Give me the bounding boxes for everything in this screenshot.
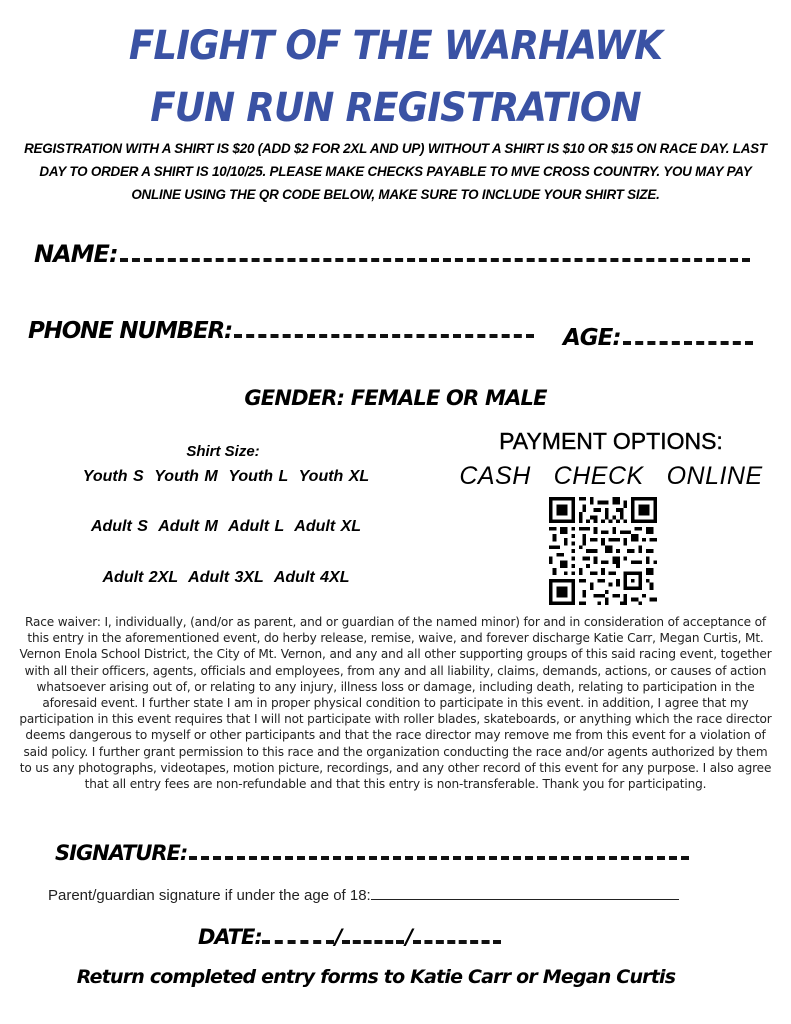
shirt-size-title: Shirt Size: [186, 443, 260, 460]
name-field [34, 242, 750, 266]
phone-field [28, 320, 534, 343]
shirt-sizes-adult-row-1: Adult S Adult M Adult L Adult XL [90, 518, 362, 535]
name-label: NAME: [34, 240, 118, 268]
shirt-sizes-adult-row-2: Adult 2XL Adult 3XL Adult 4XL [102, 569, 350, 586]
date-field [198, 927, 501, 948]
title-line-2: FUN RUN REGISTRATION [150, 85, 641, 131]
date-month-blank[interactable] [262, 940, 334, 944]
race-waiver-text: Race waiver: I, individually, (and/or as parent, and or guardian of the named minor) for and in consideration of acceptance of this entry in the aforementioned event, do herby release, remise, waive, and forever discharge Katie Carr, Megan Curtis, Mt. Vernon Enola School District, the City of Mt. Vernon, and any and all other supporting groups of this said racing event, together with all their officers, agents, officials and employees, from any and all liability, claims, demands, actions, or causes of action whatsoever arising out of, or relating to any injury, illness loss or damage, including death, relating to participation in the aforesaid event. I further state I am in proper physical condition to participate in this event. in addition, I agree that my participation in this event requires that I will not participate with roller blades, skateboards, or anything which the race director deems dangerous to myself or other participants and that the race director may remove me from this event for a violation of said policy. I further grant permission to this race and the organization conducting the race and/or agents authorized by them to us any photographs, videotapes, motion picture, recordings, and any other record of this event for any purpose. I also agree that all entry fees are non-refundable and that this entry is non-transferable. Thank you for participating. [19, 615, 772, 792]
date-separator: / [405, 925, 413, 949]
date-label: DATE: [198, 925, 262, 949]
signature-label: SIGNATURE: [55, 841, 188, 865]
signature-blank-line[interactable] [189, 856, 689, 860]
signature-field [55, 843, 689, 864]
date-year-blank[interactable] [413, 940, 501, 944]
date-separator: / [334, 925, 342, 949]
date-day-blank[interactable] [342, 940, 404, 944]
qr-code-icon[interactable] [549, 497, 657, 605]
parent-signature-field [48, 887, 679, 904]
parent-signature-label: Parent/guardian signature if under the age of 18: [48, 887, 371, 904]
return-instructions: Return completed entry forms to Katie Carr or Megan Curtis [76, 966, 676, 988]
phone-blank-line[interactable] [234, 334, 534, 338]
age-label: AGE: [563, 325, 621, 351]
name-blank-line[interactable] [120, 258, 750, 262]
payment-options-list: CASH CHECK ONLINE [459, 462, 763, 490]
payment-options-title: PAYMENT OPTIONS: [499, 428, 723, 454]
shirt-sizes-youth: Youth S Youth M Youth L Youth XL [82, 468, 370, 485]
title-line-1: FLIGHT OF THE WARHAWK [128, 23, 663, 69]
registration-info: REGISTRATION WITH A SHIRT IS $20 (ADD $2 FOR 2XL AND UP) WITHOUT A SHIRT IS $10 OR $15 ON RACE DAY. LAST DAY TO ORDER A SHIRT IS 10/10/25. PLEASE MAKE CHECKS PAYABLE TO MVE CROSS COUNTRY. YOU MAY PAY ONLINE USING THE QR CODE BELOW, MAKE SURE TO INCLUDE YOUR SHIRT SIZE. [24, 141, 767, 202]
phone-label: PHONE NUMBER: [28, 318, 232, 344]
parent-signature-line[interactable] [371, 899, 679, 900]
gender-options: GENDER: FEMALE OR MALE [244, 386, 547, 410]
age-field [563, 327, 753, 350]
age-blank-line[interactable] [623, 341, 753, 345]
